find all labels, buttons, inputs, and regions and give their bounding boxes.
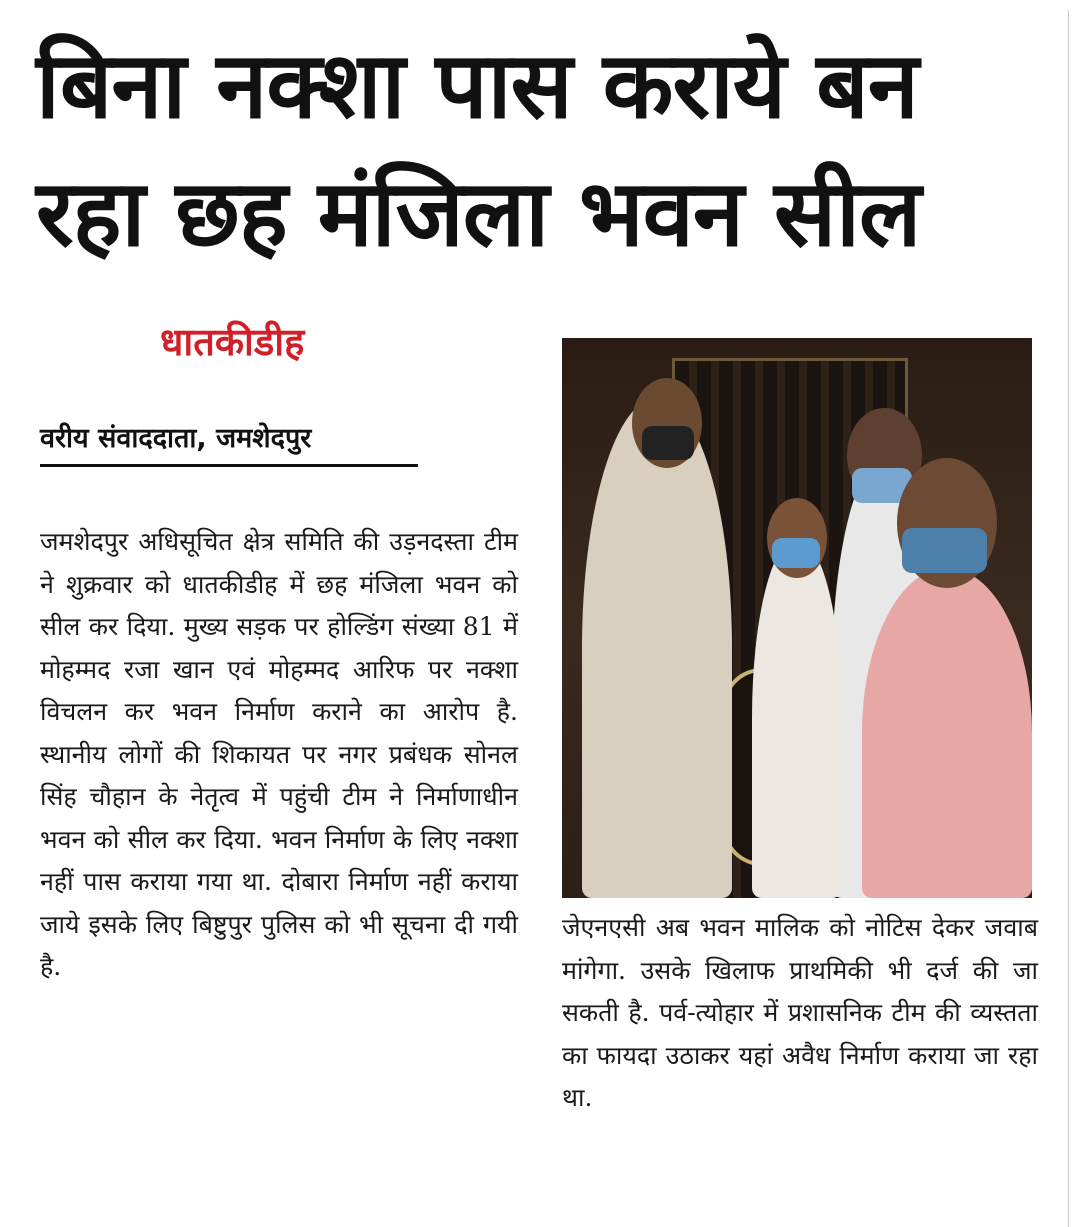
article-column-left	[40, 521, 518, 989]
body-text-left: जमशेदपुर अधिसूचित क्षेत्र समिति की उड़नदस्ता टीम ने शुक्रवार को धातकीडीह में छह मंजिला भवन को सील कर दिया. मुख्य सड़क पर होल्डिंग संख्या 81 में मोहम्मद रजा खान एवं मोहम्मद आरिफ पर नक्शा विचलन कर भवन निर्माण कराने का आरोप है. स्थानीय लोगों की शिकायत पर नगर प्रबंधक सोनल सिंह चौहान के नेतृत्व में पहुंची टीम ने निर्माणाधीन भवन को सील कर दिया. भवन निर्माण के लिए नक्शा नहीं पास कराया गया था. दोबारा निर्माण नहीं कराया जाये इसके लिए बिष्टुपुर पुलिस को भी सूचना दी गयी है.	[40, 527, 518, 981]
photo-mask	[642, 426, 694, 460]
page-edge-rule	[1068, 10, 1069, 1227]
photo-person-boy	[752, 538, 842, 898]
news-photo	[562, 338, 1032, 898]
byline: वरीय संवाददाता, जमशेदपुर	[40, 420, 418, 467]
photo-mask	[902, 528, 987, 573]
headline-line-2: रहा छह मंजिला भवन सील	[36, 160, 921, 267]
photo-mask	[772, 538, 820, 568]
headline-line-1: बिना नक्शा पास कराये बन	[36, 32, 918, 139]
photo-person-policeman	[582, 398, 732, 898]
photo-person-front	[862, 568, 1032, 898]
dateline: धातकीडीह	[160, 320, 305, 364]
headline	[36, 22, 1036, 278]
article-column-right	[562, 907, 1038, 1120]
body-text-right: जेएनएसी अब भवन मालिक को नोटिस देकर जवाब मांगेगा. उसके खिलाफ प्राथमिकी भी दर्ज की जा सकती है. पर्व-त्योहार में प्रशासनिक टीम की व्यस्तता का फायदा उठाकर यहां अवैध निर्माण कराया जा रहा था.	[562, 913, 1038, 1112]
